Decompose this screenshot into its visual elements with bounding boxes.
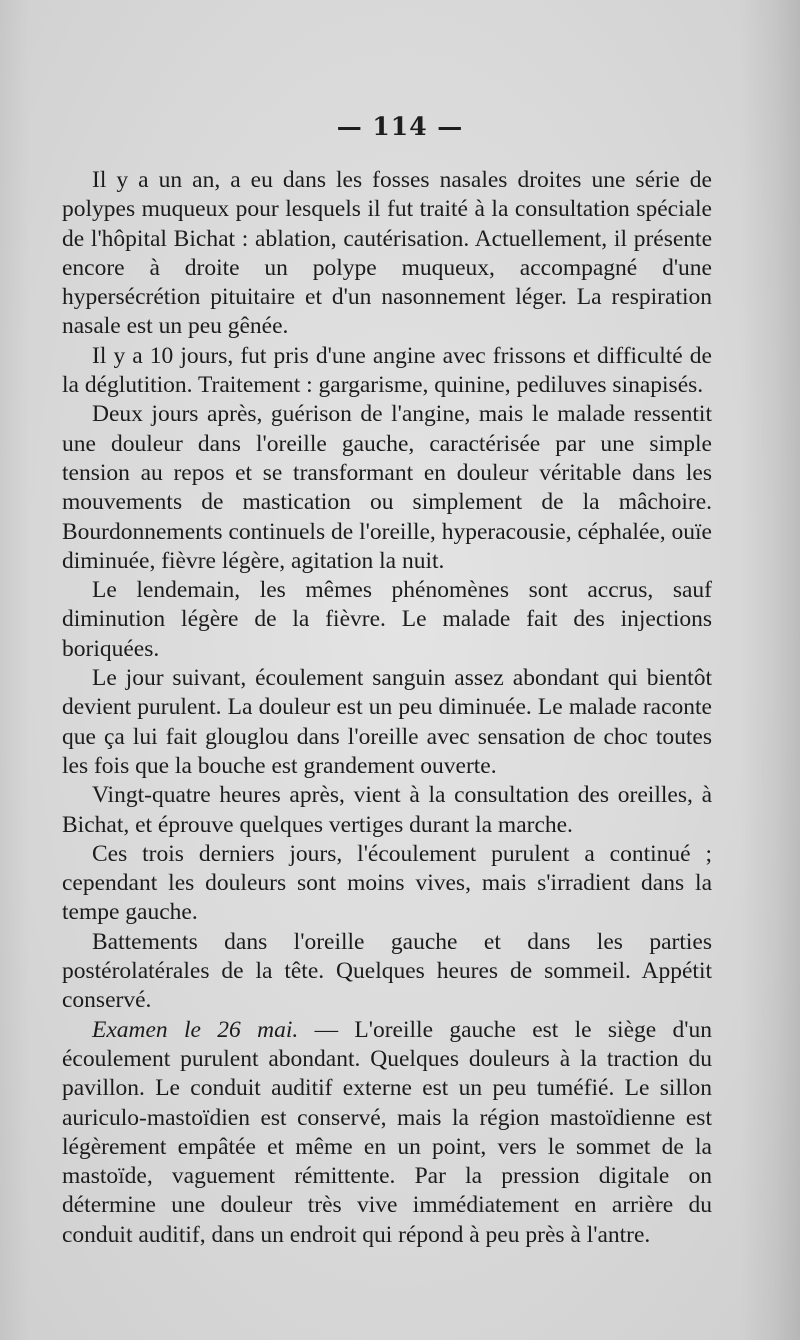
- paragraph: Ces trois derniers jours, l'écoulement purulent a continué ; cependant les douleurs sont moins vives, mais s'irradient dans la tempe gauche.: [62, 840, 712, 926]
- paragraph: Le lendemain, les mêmes phénomènes sont accrus, sauf diminution légère de la fièvre. Le malade fait des injections boriquées.: [62, 577, 712, 662]
- page-right-shadow: [740, 0, 800, 1340]
- paragraph: Il y a un an, a eu dans les fosses nasales droites une série de polypes muqueux pour lesquels il fut traité à la consultation spéciale de l'hôpital Bichat : ablation, cautérisation. Actuellement, il présente encore à droite un polype muqueux, accompagné d'une hypersécrétion pituitaire et d'un nasonnement léger. La respiration nasale est un peu gênée.: [62, 167, 712, 340]
- paragraph: Battements dans l'oreille gauche et dans les parties postérolatérales de la tête. Quelques heures de sommeil. Appétit conservé.: [62, 928, 712, 1014]
- paragraph: Il y a 10 jours, fut pris d'une angine avec frissons et difficulté de la déglutition. Traitement : gargarisme, quinine, pediluves sinapisés.: [62, 342, 712, 399]
- paragraph-exam: [62, 1016, 712, 1250]
- exam-text: — L'oreille gauche est le siège d'un écoulement purulent abondant. Quelques douleurs à la traction du pavillon. Le conduit auditif externe est un peu tuméfié. Le sillon auriculo-mastoïdien est conservé, mais la région mastoïdienne est légèrement empâtée et même en un point, vers le sommet de la mastoïde, vaguement rémittente. Par la pression digitale on détermine une douleur très vive immédiatement en arrière du conduit auditif, dans un endroit qui répond à peu près à l'antre.: [62, 1016, 712, 1248]
- body-text: [62, 166, 712, 1250]
- page-left-shadow: [0, 0, 30, 1340]
- page-number: — 114 —: [336, 112, 464, 141]
- exam-date-heading: Examen le 26 mai.: [92, 1016, 299, 1043]
- paragraph: Le jour suivant, écoulement sanguin assez abondant qui bientôt devient purulent. La douleur est un peu diminuée. Le malade raconte que ça lui fait glouglou dans l'oreille avec sensation de choc toutes les fois que la bouche est grandement ouverte.: [62, 665, 712, 779]
- paragraph: Deux jours après, guérison de l'angine, mais le malade ressentit une douleur dans l'oreille gauche, caractérisée par une simple tension au repos et se transformant en douleur véritable dans les mouvements de mastication ou simplement de la mâchoire. Bourdonnements continuels de l'oreille, hyperacousie, céphalée, ouïe diminuée, fièvre légère, agitation la nuit.: [62, 401, 712, 574]
- paragraph: Vingt-quatre heures après, vient à la consultation des oreilles, à Bichat, et éprouve quelques vertiges durant la marche.: [62, 782, 712, 838]
